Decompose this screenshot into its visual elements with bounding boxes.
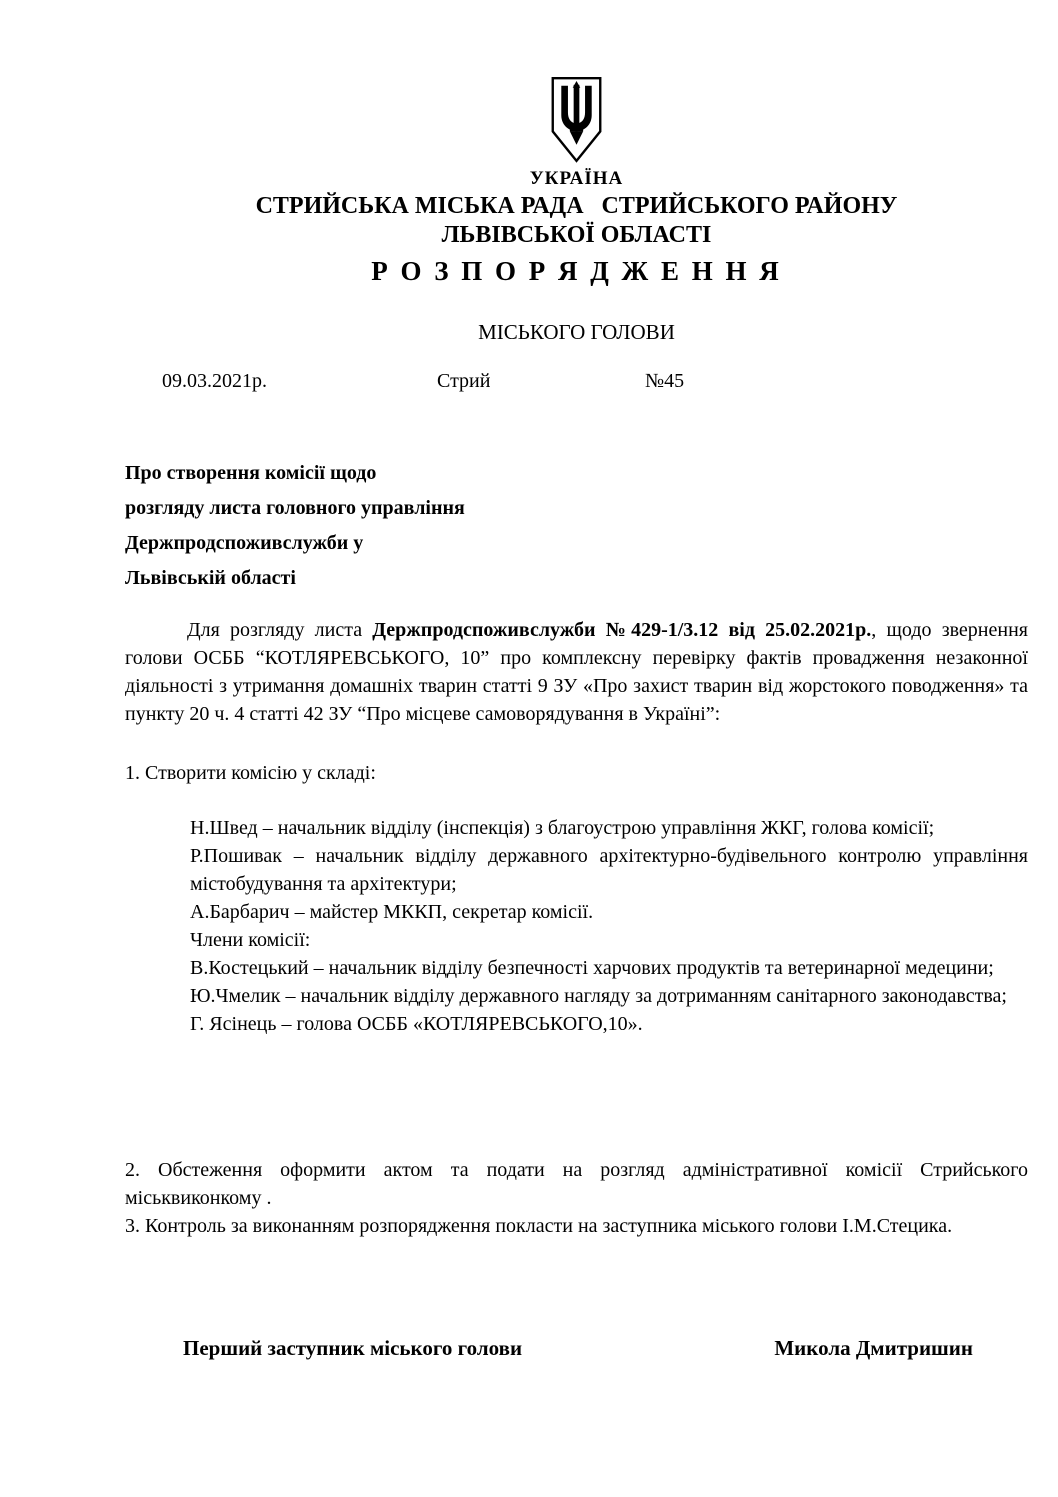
list-item: В.Костецький – начальник відділу безпечності харчових продуктів та ветеринарної медецини; (190, 957, 994, 979)
list-item: А.Барбарич – майстер МККП, секретар комісії. (190, 901, 594, 923)
point-1-title: 1. Створити комісію у складі: (125, 762, 376, 784)
signature-row (183, 1336, 973, 1361)
subject-line: Про створення комісії щодо (125, 462, 377, 484)
subject-line: розгляду листа головного управління (125, 497, 465, 519)
document-date: 09.03.2021р. (162, 370, 267, 392)
council-name-line1: СТРИЙСЬКА МІСЬКА РАДА СТРИЙСЬКОГО РАЙОНУ (255, 193, 898, 219)
document-number: №45 (645, 370, 685, 392)
list-item: Г. Ясінець – голова ОСББ «КОТЛЯРЕВСЬКОГО,10». (190, 1013, 643, 1035)
document-place: Стрий (437, 370, 491, 392)
intro-paragraph (125, 616, 1028, 728)
list-item: Р.Пошивак – начальник відділу державного архітектурно-будівельного контролю управління містобудування та архітектури; (190, 845, 1028, 895)
signer-position: Перший заступник міського голови (183, 1336, 523, 1360)
document-type-title: Р О З П О Р Я Д Ж Е Н Н Я (371, 256, 782, 286)
points-2-3-block (125, 1156, 1028, 1240)
point-3-text: 3. Контроль за виконанням розпорядження покласти на заступника міського голови І.М.Стецика. (125, 1215, 953, 1237)
commission-members-list (190, 814, 1028, 1038)
subject-line: Держпродспоживслужби у (125, 532, 364, 554)
date-place-number-row (0, 370, 1058, 400)
document-subtype-title: МІСЬКОГО ГОЛОВИ (478, 320, 675, 344)
list-item: Члени комісії: (190, 929, 311, 951)
country-title: УКРАЇНА (529, 168, 624, 189)
ukraine-coat-of-arms-icon (548, 76, 605, 164)
emblem-container (125, 76, 1028, 169)
list-item: Ю.Чмелик – начальник відділу державного нагляду за дотриманням санітарного законодавства; (190, 985, 1007, 1007)
subject-line: Львівській області (125, 567, 296, 589)
intro-text-suffix: , щодо звернення голови ОСББ “КОТЛЯРЕВСЬКОГО, 10” про комплексну перевірку фактів провадження незаконної діяльності з утримання домашніх тварин статті 9 ЗУ «Про захист тварин від жорстокого поводження» та пункту 20 ч. 4 статті 42 ЗУ “Про місцеве самоворядування в Україні”: (125, 619, 1028, 725)
subject-block (125, 456, 685, 596)
list-item: Н.Швед – начальник відділу (інспекція) з благоустрою управління ЖКГ, голова комісії; (190, 817, 935, 839)
intro-text-reference: Держпродспоживслужби №429-1/3.12 від 25.02.2021р. (372, 619, 872, 641)
council-name-line2: ЛЬВІВСЬКОЇ ОБЛАСТІ (441, 222, 712, 248)
intro-text-prefix: Для розгляду листа (187, 619, 373, 641)
point-2-text: 2. Обстеження оформити актом та подати на розгляд адміністративної комісії Стрийського міськвиконкому . (125, 1159, 1028, 1209)
signer-name: Микола Дмитришин (774, 1336, 973, 1360)
